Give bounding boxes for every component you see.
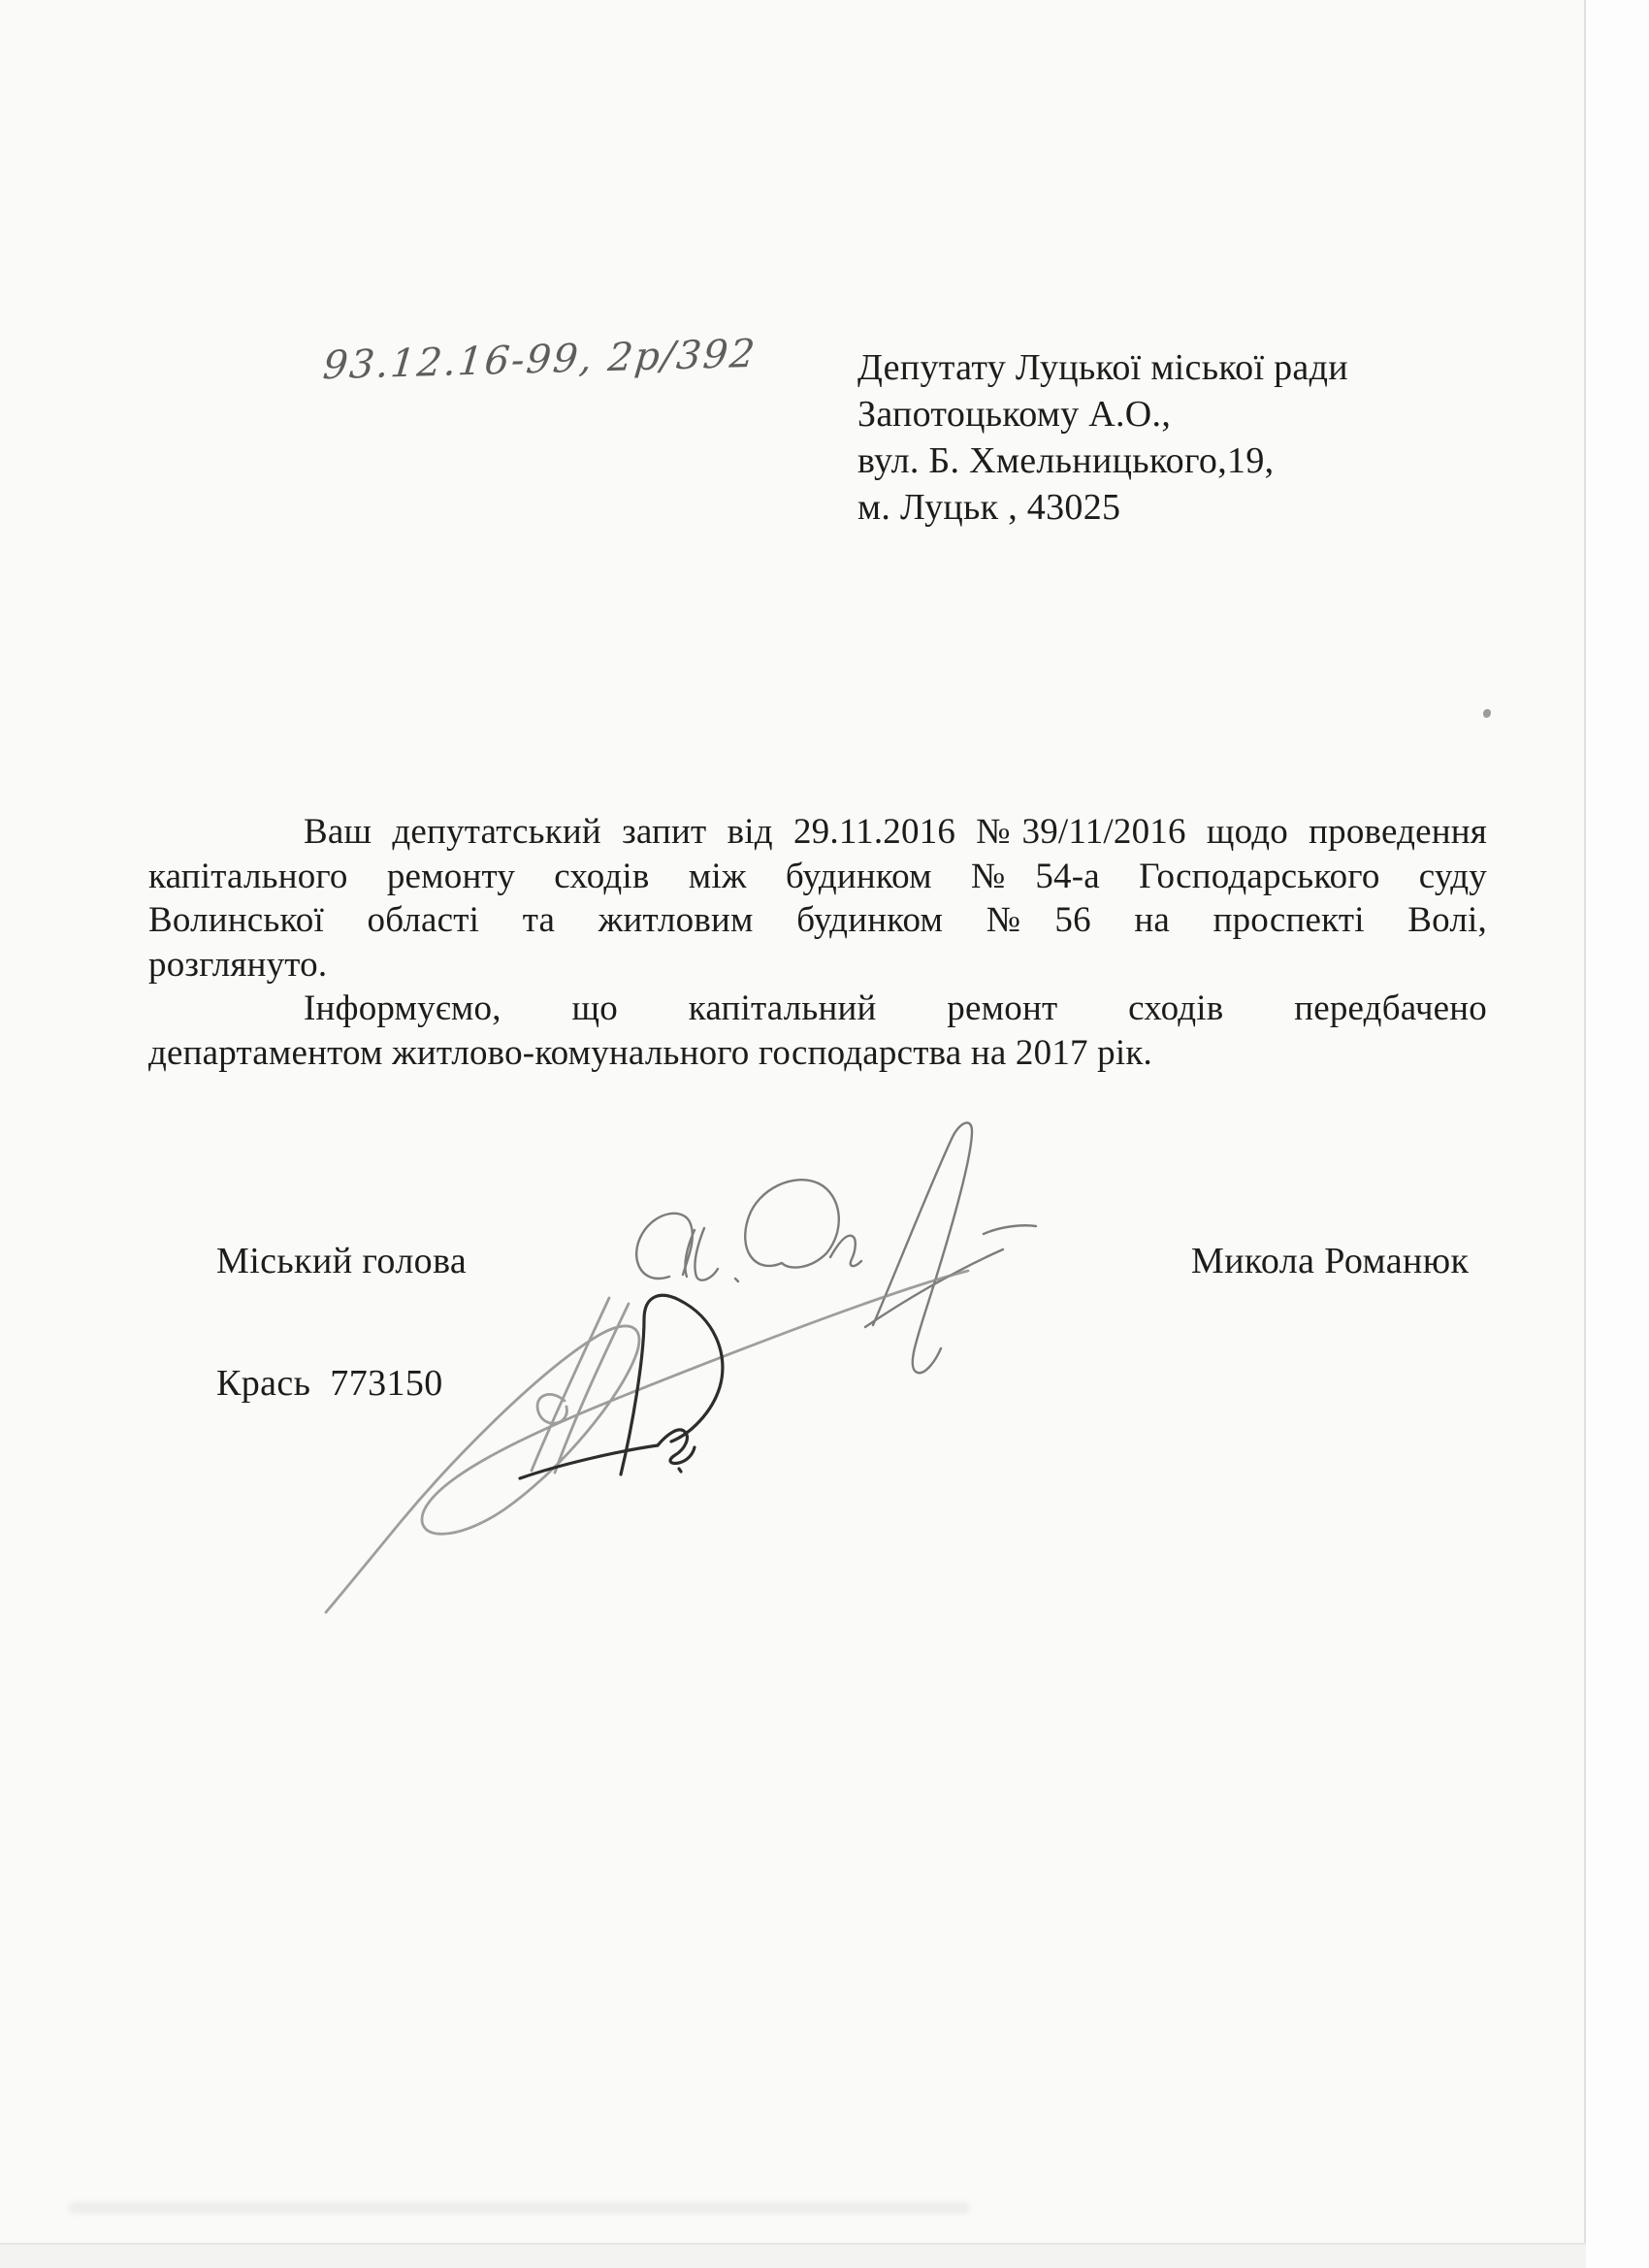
recipient-line: м. Луцьк , 43025	[857, 487, 1121, 528]
body-line: Волинської області та житловим будинком №56 на проспекті Волі,	[148, 900, 1487, 940]
recipient-line: вул. Б. Хмельницького,19,	[857, 440, 1275, 481]
signer-position-title: Міський голова	[216, 1241, 468, 1281]
paragraph-2	[148, 987, 1487, 1075]
body-line: розглянуто.	[148, 944, 328, 985]
body-line: департаментом житлово-комунального господарства на 2017 рік.	[148, 1032, 1152, 1073]
recipient-address-block	[857, 344, 1348, 531]
paragraph-1	[148, 810, 1487, 987]
letter-body	[148, 810, 1487, 1075]
mayor-signature-pencil	[636, 1122, 1036, 1373]
paper-edge-right	[1584, 0, 1649, 2268]
recipient-line: Запотоцькому А.О.,	[857, 394, 1172, 435]
scan-speck	[1483, 709, 1491, 718]
body-line: Інформуємо, що капітальний ремонт сходів передбачено	[304, 988, 1487, 1028]
recipient-line: Депутату Луцької міської ради	[857, 347, 1348, 388]
body-line: Ваш депутатський запит від 29.11.2016 №39/11/2016 щодо проведення	[304, 812, 1487, 852]
paper-edge-bottom	[0, 2243, 1586, 2268]
signer-name: Микола Романюк	[1191, 1241, 1470, 1281]
body-line: капітального ремонту сходів між будинком №54-а Господарського суду	[148, 856, 1487, 896]
executor-note: Крась 773150	[216, 1363, 443, 1404]
scan-smudge	[68, 2202, 970, 2214]
handwritten-registration-note: 93.12.16-99, 2р/392	[320, 331, 759, 389]
